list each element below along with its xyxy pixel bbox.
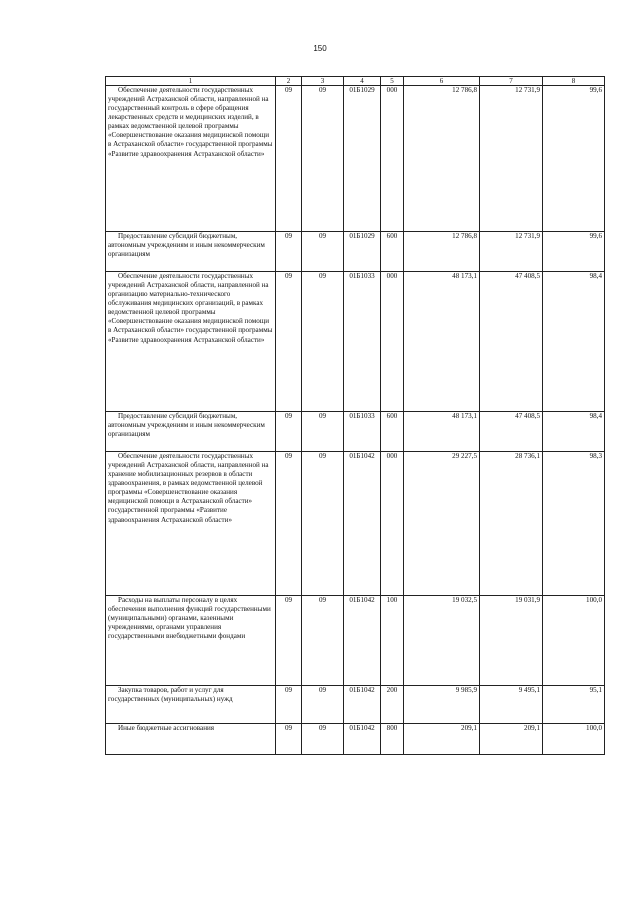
row-actual-amount: 47 408,5 xyxy=(480,272,543,412)
column-header: 8 xyxy=(543,77,605,86)
table-row xyxy=(106,596,605,686)
row-subsection: 09 xyxy=(302,86,344,232)
row-percent: 98,4 xyxy=(543,412,605,452)
row-plan-amount: 9 985,9 xyxy=(404,686,480,724)
row-target-code: 01Б1033 xyxy=(344,272,381,412)
table-row xyxy=(106,452,605,596)
row-actual-amount: 47 408,5 xyxy=(480,412,543,452)
row-subsection: 09 xyxy=(302,232,344,272)
row-percent: 98,4 xyxy=(543,272,605,412)
row-expense-type: 800 xyxy=(381,724,404,755)
row-section: 09 xyxy=(276,272,302,412)
table-row xyxy=(106,412,605,452)
row-percent: 95,1 xyxy=(543,686,605,724)
column-header: 4 xyxy=(344,77,381,86)
row-actual-amount: 209,1 xyxy=(480,724,543,755)
row-section: 09 xyxy=(276,86,302,232)
row-plan-amount: 12 786,8 xyxy=(404,86,480,232)
row-name: Предоставление субсидий бюджетным, автономным учреждениям и иным некоммерческим организациям xyxy=(106,412,276,452)
row-name: Закупка товаров, работ и услуг для государственных (муниципальных) нужд xyxy=(106,686,276,724)
row-subsection: 09 xyxy=(302,686,344,724)
row-target-code: 01Б1042 xyxy=(344,596,381,686)
row-target-code: 01Б1042 xyxy=(344,686,381,724)
row-target-code: 01Б1042 xyxy=(344,724,381,755)
column-header: 6 xyxy=(404,77,480,86)
row-actual-amount: 9 495,1 xyxy=(480,686,543,724)
table-row xyxy=(106,232,605,272)
column-header: 3 xyxy=(302,77,344,86)
row-percent: 100,0 xyxy=(543,596,605,686)
column-header-row xyxy=(106,77,605,86)
row-plan-amount: 48 173,1 xyxy=(404,412,480,452)
page-number: 150 xyxy=(313,44,327,53)
row-expense-type: 200 xyxy=(381,686,404,724)
row-name: Обеспечение деятельности государственных учреждений Астраханской области, направленной на организацию материально-технического обслуживания медицинских организаций, в рамках ведомственной целевой программы «Совершенствование оказания медицинской помощи в Астраханской области» государственной программы «Развитие здравоохранения Астраханской области» xyxy=(106,272,276,412)
row-expense-type: 600 xyxy=(381,232,404,272)
row-plan-amount: 19 032,5 xyxy=(404,596,480,686)
row-plan-amount: 29 227,5 xyxy=(404,452,480,596)
row-subsection: 09 xyxy=(302,452,344,596)
row-plan-amount: 48 173,1 xyxy=(404,272,480,412)
row-expense-type: 000 xyxy=(381,86,404,232)
row-target-code: 01Б1033 xyxy=(344,412,381,452)
row-actual-amount: 19 031,9 xyxy=(480,596,543,686)
column-header: 5 xyxy=(381,77,404,86)
row-expense-type: 000 xyxy=(381,272,404,412)
row-section: 09 xyxy=(276,452,302,596)
row-section: 09 xyxy=(276,724,302,755)
row-expense-type: 600 xyxy=(381,412,404,452)
row-actual-amount: 28 736,1 xyxy=(480,452,543,596)
row-percent: 99,6 xyxy=(543,232,605,272)
row-plan-amount: 12 786,8 xyxy=(404,232,480,272)
row-section: 09 xyxy=(276,412,302,452)
budget-table xyxy=(105,76,605,755)
row-name: Обеспечение деятельности государственных учреждений Астраханской области, направленной на хранение мобилизационных резервов в области здравоохранения, в рамках ведомственной целевой программы «Совершенствование оказания медицинской помощи в Астраханской области» государственной программы «Развитие здравоохранения Астраханской области» xyxy=(106,452,276,596)
row-target-code: 01Б1029 xyxy=(344,86,381,232)
table-row xyxy=(106,724,605,755)
row-target-code: 01Б1042 xyxy=(344,452,381,596)
table-row xyxy=(106,86,605,232)
row-percent: 99,6 xyxy=(543,86,605,232)
table-row xyxy=(106,272,605,412)
row-expense-type: 100 xyxy=(381,596,404,686)
row-expense-type: 000 xyxy=(381,452,404,596)
row-target-code: 01Б1029 xyxy=(344,232,381,272)
row-section: 09 xyxy=(276,232,302,272)
row-actual-amount: 12 731,9 xyxy=(480,86,543,232)
row-name: Иные бюджетные ассигнования xyxy=(106,724,276,755)
row-subsection: 09 xyxy=(302,596,344,686)
row-subsection: 09 xyxy=(302,272,344,412)
column-header: 7 xyxy=(480,77,543,86)
row-name: Обеспечение деятельности государственных учреждений Астраханской области, направленной на государственный контроль в сфере обращения лекарственных средств и медицинских изделий, в рамках ведомственной целевой программы «Совершенствование оказания медицинской помощи в Астраханской области» государственной программы «Развитие здравоохранения Астраханской области» xyxy=(106,86,276,232)
column-header: 2 xyxy=(276,77,302,86)
row-subsection: 09 xyxy=(302,412,344,452)
row-percent: 100,0 xyxy=(543,724,605,755)
row-section: 09 xyxy=(276,596,302,686)
row-plan-amount: 209,1 xyxy=(404,724,480,755)
row-section: 09 xyxy=(276,686,302,724)
row-actual-amount: 12 731,9 xyxy=(480,232,543,272)
row-name: Расходы на выплаты персоналу в целях обеспечения выполнения функций государственными (муниципальными) органами, казенными учреждениями, органами управления государственными внебюджетными фондами xyxy=(106,596,276,686)
row-percent: 98,3 xyxy=(543,452,605,596)
table-row xyxy=(106,686,605,724)
column-header: 1 xyxy=(106,77,276,86)
row-name: Предоставление субсидий бюджетным, автономным учреждениям и иным некоммерческим организациям xyxy=(106,232,276,272)
row-subsection: 09 xyxy=(302,724,344,755)
